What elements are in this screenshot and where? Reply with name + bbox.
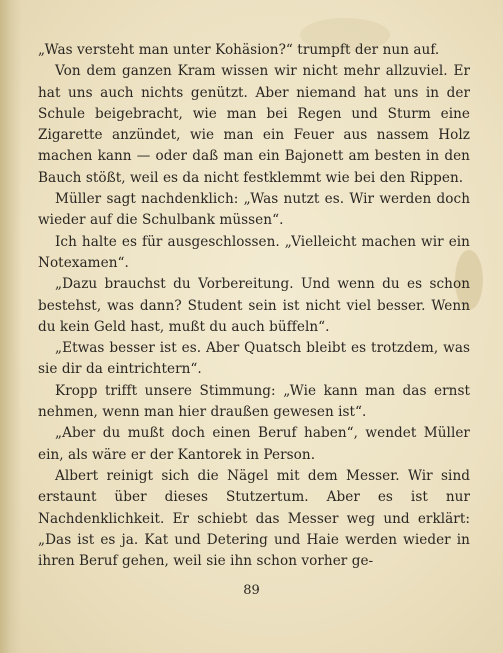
- body-text: [38, 40, 470, 572]
- paragraph: „Etwas besser ist es. Aber Quatsch bleibt es trotzdem, was sie dir da eintrichtern“.: [38, 340, 470, 378]
- paragraph: Müller sagt nachdenklich: „Was nutzt es. Wir werden doch wieder auf die Schulbank müssen“.: [38, 191, 470, 229]
- paragraph: „Was versteht man unter Kohäsion?“ trumpft der nun auf.: [38, 42, 440, 58]
- paragraph: „Dazu brauchst du Vorbereitung. Und wenn du es schon bestehst, was dann? Student sein ist nicht viel besser. Wenn du kein Geld hast, mußt du auch büffeln“.: [38, 276, 470, 335]
- page-number: 89: [243, 583, 260, 598]
- paragraph: Von dem ganzen Kram wissen wir nicht mehr allzuviel. Er hat uns auch nichts genützt. Aber niemand hat uns in der Schule beigebracht, wie man bei Regen und Sturm eine Zigarette anzündet, wie man ein Feuer aus nassem Holz machen kann — oder daß man ein Bajonett am besten in den Bauch stößt, weil es da nicht festklemmt wie bei den Rippen.: [38, 63, 470, 186]
- paragraph: „Aber du mußt doch einen Beruf haben“, wendet Müller ein, als wäre er der Kantorek in Person.: [38, 425, 470, 463]
- page-spine-shadow: [0, 0, 22, 653]
- paragraph: Ich halte es für ausgeschlossen. „Vielleicht machen wir ein Notexamen“.: [38, 233, 470, 271]
- paragraph: Albert reinigt sich die Nägel mit dem Messer. Wir sind erstaunt über dieses Stutzertum. Aber es ist nur Nachdenklichkeit. Er schiebt das Messer weg und erklärt: „Das ist es ja. Kat und Detering und Haie werden wieder in ihren Beruf gehen, weil sie ihn schon vorher ge-: [38, 467, 470, 570]
- paragraph: Kropp trifft unsere Stimmung: „Wie kann man das ernst nehmen, wenn man hier draußen gewesen ist“.: [38, 382, 470, 421]
